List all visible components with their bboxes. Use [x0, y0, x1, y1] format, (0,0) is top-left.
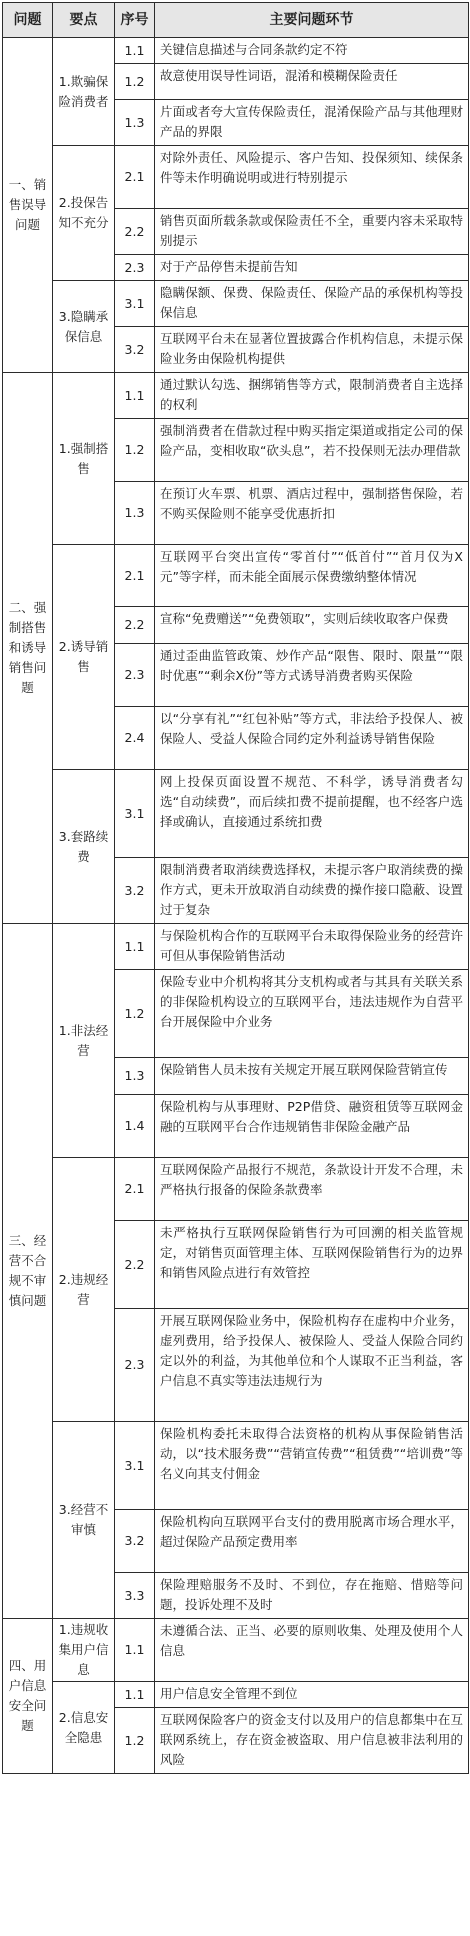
subgroup-cell: 2.诱导销售 [53, 545, 115, 770]
row-number: 2.2 [115, 607, 155, 644]
row-text: 通过默认勾选、捆绑销售等方式，限制消费者自主选择的权利 [155, 373, 469, 419]
table-row [3, 38, 469, 64]
row-text: 在预订火车票、机票、酒店过程中，强制搭售保险，若不购买保险则不能享受优惠折扣 [155, 482, 469, 545]
row-text: 片面或者夸大宣传保险责任，混淆保险产品与其他理财产品的界限 [155, 100, 469, 146]
row-number: 1.1 [115, 38, 155, 64]
row-text: 互联网保险客户的资金支付以及用户的信息都集中在互联网系统上，存在资金被盗取、用户信息被非法利用的风险 [155, 1708, 469, 1774]
row-number: 1.4 [115, 1095, 155, 1158]
row-number: 3.1 [115, 770, 155, 858]
row-number: 2.1 [115, 545, 155, 607]
subgroup-cell: 2.信息安全隐患 [53, 1682, 115, 1774]
row-text: 互联网平台未在显著位置披露合作机构信息，未提示保险业务由保险机构提供 [155, 327, 469, 373]
row-number: 1.1 [115, 1619, 155, 1682]
row-number: 3.3 [115, 1573, 155, 1619]
row-number: 3.2 [115, 1510, 155, 1573]
table-row [3, 1158, 469, 1221]
row-text: 开展互联网保险业务中，保险机构存在虚构中介业务，虚列费用，给予投保人、被保险人、受益人保险合同约定以外的利益，为其他单位和个人谋取不正当利益，客户信息不真实等违法违规行为 [155, 1309, 469, 1422]
row-text: 网上投保页面设置不规范、不科学，诱导消费者勾选“自动续费”，而后续扣费不提前提醒，也不经客户选择或确认，直接通过系统扣费 [155, 770, 469, 858]
table-row [3, 146, 469, 209]
row-text: 用户信息安全管理不到位 [155, 1682, 469, 1708]
row-number: 1.3 [115, 1058, 155, 1095]
header-key-point: 要点 [53, 3, 115, 38]
row-number: 2.1 [115, 1158, 155, 1221]
row-text: 对除外责任、风险提示、客户告知、投保须知、续保条件等未作明确说明或进行特别提示 [155, 146, 469, 209]
row-text: 故意使用误导性词语，混淆和模糊保险责任 [155, 64, 469, 100]
subgroup-cell: 3.隐瞒承保信息 [53, 281, 115, 373]
row-number: 1.2 [115, 64, 155, 100]
subgroup-cell: 2.违规经营 [53, 1158, 115, 1422]
table-row [3, 1422, 469, 1510]
row-number: 3.1 [115, 1422, 155, 1510]
group-cell: 一、销售误导问题 [3, 38, 53, 373]
row-number: 2.1 [115, 146, 155, 209]
row-text: 保险专业中介机构将其分支机构或者与其具有关联关系的非保险机构设立的互联网平台，违法违规作为自营平台开展保险中介业务 [155, 970, 469, 1058]
table-row [3, 545, 469, 607]
row-number: 1.2 [115, 1708, 155, 1774]
row-number: 3.1 [115, 281, 155, 327]
row-text: 保险机构委托未取得合法资格的机构从事保险销售活动，以“技术服务费”“营销宣传费”“租赁费”“培训费”等名义向其支付佣金 [155, 1422, 469, 1510]
row-number: 1.3 [115, 482, 155, 545]
group-cell: 二、强制搭售和诱导销售问题 [3, 373, 53, 924]
header-number: 序号 [115, 3, 155, 38]
subgroup-cell: 1.违规收集用户信息 [53, 1619, 115, 1682]
group-cell: 四、用户信息安全问题 [3, 1619, 53, 1774]
row-text: 保险机构向互联网平台支付的费用脱离市场合理水平，超过保险产品预定费用率 [155, 1510, 469, 1573]
row-number: 1.3 [115, 100, 155, 146]
row-number: 1.2 [115, 419, 155, 482]
row-text: 通过歪曲监管政策、炒作产品“限售、限时、限量”“限时优惠”“剩余X份”等方式诱导消费者购买保险 [155, 644, 469, 707]
subgroup-cell: 3.套路续费 [53, 770, 115, 924]
row-number: 1.1 [115, 924, 155, 970]
row-text: 保险销售人员未按有关规定开展互联网保险营销宣传 [155, 1058, 469, 1095]
row-number: 2.4 [115, 707, 155, 770]
header-main-issue: 主要问题环节 [155, 3, 469, 38]
subgroup-cell: 2.投保告知不充分 [53, 146, 115, 281]
row-text: 销售页面所载条款或保险责任不全，重要内容未采取特别提示 [155, 209, 469, 255]
table-body [3, 38, 469, 1774]
row-number: 2.3 [115, 255, 155, 281]
row-number: 3.2 [115, 327, 155, 373]
row-number: 1.2 [115, 970, 155, 1058]
subgroup-cell: 1.欺骗保险消费者 [53, 38, 115, 146]
row-text: 互联网平台突出宣传“零首付”“低首付”“首月仅为X元”等字样，而未能全面展示保费缴纳整体情况 [155, 545, 469, 607]
subgroup-cell: 1.非法经营 [53, 924, 115, 1158]
table-row [3, 373, 469, 419]
row-text: 互联网保险产品报行不规范，条款设计开发不合理，未严格执行报备的保险条款费率 [155, 1158, 469, 1221]
row-text: 与保险机构合作的互联网平台未取得保险业务的经营许可但从事保险销售活动 [155, 924, 469, 970]
row-text: 保险机构与从事理财、P2P借贷、融资租赁等互联网金融的互联网平台合作违规销售非保险金融产品 [155, 1095, 469, 1158]
table-row [3, 770, 469, 858]
row-number: 1.1 [115, 373, 155, 419]
row-text: 宣称“免费赠送”“免费领取”，实则后续收取客户保费 [155, 607, 469, 644]
row-number: 2.3 [115, 1309, 155, 1422]
row-text: 保险理赔服务不及时、不到位，存在拖赔、惜赔等问题，投诉处理不及时 [155, 1573, 469, 1619]
row-number: 2.2 [115, 209, 155, 255]
header-problem: 问题 [3, 3, 53, 38]
row-text: 关键信息描述与合同条款约定不符 [155, 38, 469, 64]
row-text: 隐瞒保额、保费、保险责任、保险产品的承保机构等投保信息 [155, 281, 469, 327]
table-header-row [3, 3, 469, 38]
problem-table [2, 2, 469, 1774]
row-text: 未严格执行互联网保险销售行为可回溯的相关监管规定，对销售页面管理主体、互联网保险销售行为的边界和销售风险点进行有效管控 [155, 1221, 469, 1309]
row-number: 1.1 [115, 1682, 155, 1708]
subgroup-cell: 3.经营不审慎 [53, 1422, 115, 1619]
row-number: 2.2 [115, 1221, 155, 1309]
table-row [3, 281, 469, 327]
row-text: 以“分享有礼”“红包补贴”等方式，非法给予投保人、被保险人、受益人保险合同约定外利益诱导销售保险 [155, 707, 469, 770]
row-number: 3.2 [115, 858, 155, 924]
group-cell: 三、经营不合规不审慎问题 [3, 924, 53, 1619]
row-text: 未遵循合法、正当、必要的原则收集、处理及使用个人信息 [155, 1619, 469, 1682]
row-number: 2.3 [115, 644, 155, 707]
table-row [3, 1619, 469, 1682]
subgroup-cell: 1.强制搭售 [53, 373, 115, 545]
table-row [3, 1682, 469, 1708]
row-text: 对于产品停售未提前告知 [155, 255, 469, 281]
row-text: 限制消费者取消续费选择权，未提示客户取消续费的操作方式，更未开放取消自动续费的操作接口隐蔽、设置过于复杂 [155, 858, 469, 924]
row-text: 强制消费者在借款过程中购买指定渠道或指定公司的保险产品，变相收取“砍头息”，若不投保则无法办理借款 [155, 419, 469, 482]
table-row [3, 924, 469, 970]
